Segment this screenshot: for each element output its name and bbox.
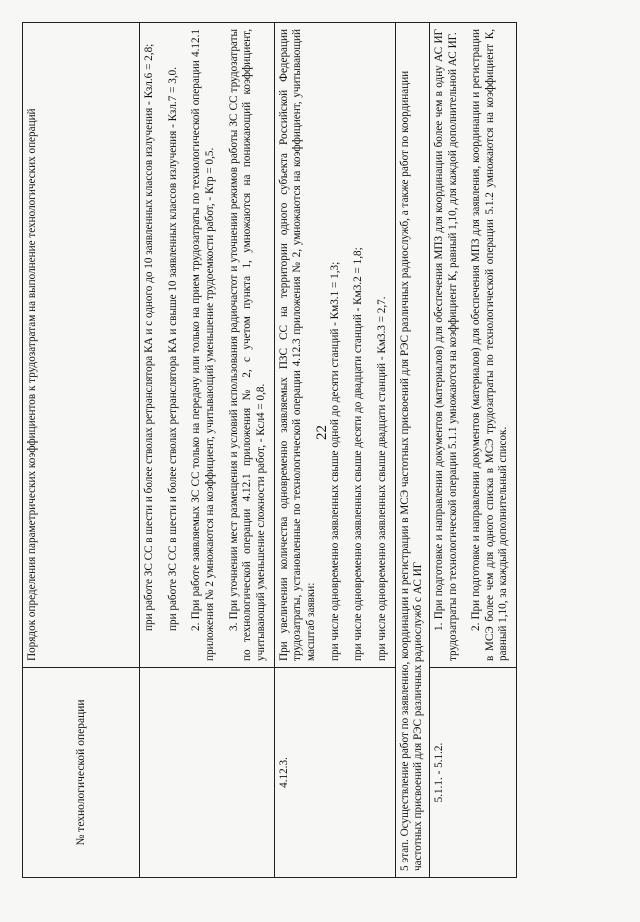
table-row bbox=[140, 23, 275, 878]
table-row bbox=[274, 23, 395, 878]
paragraph: 2. При подготовке и направлении документов (материалов) для обеспечения МПЗ для заявления, координации и регистрации в МСЭ более чем для одного списка в МСЭ трудозатраты по технологической операции 5.1.2 умножаются на коэффициент К, равный 1,10, за каждый дополнительный список. bbox=[470, 29, 510, 661]
stage-title: 5 этап. Осуществление работ по заявлению, координации и регистрации в МСЭ частотных присвоений для РЭС различных радиослужб, а также работ по координации частотных присвоений для РЭС различных радиослужб с АС ИГ bbox=[395, 23, 429, 878]
paragraph: 2. При работе заявляемых ЗС СС только на передачу или только на прием трудозатраты по технологической операции 4.12.1 приложения № 2 умножаются на коэффициент, учитывающий уменьшение трудоемкости работ, - Ктр = 0,5. bbox=[190, 29, 216, 661]
header-coefficient-procedure: Порядок определения параметрических коэффициентов к трудозатратам на выполнение технологических операций bbox=[23, 23, 140, 668]
paragraph: при числе одновременно заявленных свыше двадцати станций - Км3.3 = 2,7. bbox=[375, 296, 388, 661]
coefficients-table bbox=[22, 22, 517, 878]
operation-number bbox=[140, 668, 275, 878]
table-header-row bbox=[23, 23, 140, 878]
paragraph: 1. При подготовке и направлении документов (материалов) для обеспечения МПЗ для координации более чем в одну АС ИГ трудозатраты по технологической операции 5.1.1 умножаются на коэффициент К, равный 1,10, для каждой дополнительной АС ИГ. bbox=[432, 29, 459, 661]
page-number: 22 bbox=[314, 425, 330, 440]
paragraph: при числе одновременно заявленных свыше десяти до двадцати станций - Км3.2 = 1,8; bbox=[352, 247, 365, 661]
rotated-page-content bbox=[22, 23, 602, 878]
paragraph: При увеличении количества одновременно заявляемых ПЗС СС на территории одного субъекта Российской Федерации трудозатраты, установленные по технологической операции 4.12.3 приложения № 2, умножаются на коэффициент, учитывающий масштаб заявки: bbox=[277, 29, 317, 661]
header-operation-number: № технологической операции bbox=[23, 668, 140, 878]
paragraph: при работе ЗС СС в шести и более стволах ретранслятора КА и с одного до 10 заявленных классов излучения - Кзл.6 = 2,8; bbox=[143, 43, 155, 631]
stage-row bbox=[395, 23, 429, 878]
paragraph: при работе ЗС СС в шести и более стволах ретранслятора КА и свыше 10 заявленных классов излучения - Кзл.7 = 3,0. bbox=[166, 66, 179, 631]
operation-description bbox=[429, 23, 516, 668]
operation-description bbox=[274, 23, 395, 668]
paragraph: 3. При уточнении мест размещения и условий использования радиочастот и уточнении режимов работы ЗС СС трудозатраты по технологической операции 4.12.1 приложения № 2, с учетом пункта 1, умножаются на понижающий коэффициент, учитывающий уменьшение сложности работ, - Ксл4 = 0,8. bbox=[227, 29, 267, 661]
operation-number: 4.12.3. bbox=[274, 668, 395, 878]
operation-number: 5.1.1. - 5.1.2. bbox=[429, 668, 516, 878]
paragraph: при числе одновременно заявленных свыше одной до десяти станций - Км3.1 = 1,3; bbox=[328, 261, 341, 661]
operation-description bbox=[140, 23, 275, 668]
table-row bbox=[429, 23, 516, 878]
